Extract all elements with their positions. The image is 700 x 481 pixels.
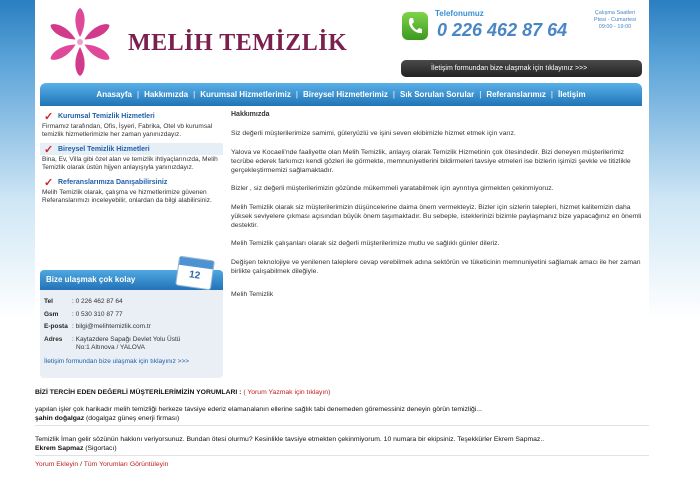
paragraph: Melih Temizlik çalışanları olarak siz değerli müşterilerimize mutlu ve sağlıklı günler dileriz. <box>231 240 500 247</box>
service-title[interactable]: Kurumsal Temizlik Hizmetleri <box>58 112 155 120</box>
hours-title: Çalışma Saatleri <box>594 10 636 16</box>
service-header[interactable] <box>40 143 223 155</box>
all-comments-link[interactable]: Tüm Yorumları Görüntüleyin <box>83 461 169 468</box>
nav-separator: | <box>479 90 482 99</box>
nav-references[interactable]: Referanslarımız <box>486 90 546 99</box>
nav-contact[interactable]: İletişim <box>557 90 586 99</box>
comments-title: BİZİ TERCİH EDEN DEĞERLİ MÜŞTERİLERİMİZİN YORUMLARI : <box>35 389 242 396</box>
address-line2: No:1 Altınova / YALOVA <box>76 343 146 351</box>
service-title[interactable]: Bireysel Temizlik Hizmetleri <box>58 145 150 153</box>
paragraph: Bizler , siz değerli müşterilerimizin gözünde mükemmeli yaratabilmek için ayrıntıya girmekten çekinmiyoruz. <box>231 185 554 192</box>
contact-email-row <box>44 321 223 334</box>
contact-box <box>40 270 223 378</box>
service-text: Firmamız tarafından, Ofis, İşyeri, Fabrika, Otel vb kurumsal temizlik hizmetlerimizle her zaman yanınızdayız. <box>42 123 213 138</box>
tel-value: : 0 226 462 87 64 <box>72 298 123 305</box>
address-value <box>72 336 180 352</box>
nav-separator: | <box>137 90 140 99</box>
page-container <box>35 0 649 380</box>
comment-item <box>35 405 649 426</box>
link-separator: / <box>78 461 84 468</box>
paragraph: Siz değerli müşterilerimize samimi, güleryüzlü ve işini seven ekibimizle hizmet etmek için varız. <box>231 130 516 137</box>
service-header[interactable] <box>40 176 223 188</box>
comment-links <box>35 461 649 468</box>
address-line1: : Kaytazdere Sapağı Devlet Yolu Üstü <box>72 335 181 343</box>
working-hours <box>585 10 645 31</box>
comment-item <box>35 435 649 456</box>
contact-address-row <box>44 336 223 352</box>
hours-days: Ptesi - Cumartesi <box>593 17 637 23</box>
flower-logo[interactable] <box>40 5 120 77</box>
calendar-icon <box>175 256 215 291</box>
brand-title[interactable]: MELİH TEMİZLİK <box>128 30 348 56</box>
nav-home[interactable]: Anasayfa <box>96 90 132 99</box>
add-comment-link[interactable]: Yorum Ekleyin <box>35 461 79 468</box>
write-comment-link[interactable]: ( Yorum Yazmak için tıklayın) <box>243 389 331 396</box>
checkmark-icon: ✓ <box>44 143 54 156</box>
contact-form-bar[interactable]: İletişim formundan bize ulaşmak için tıklayınız >>> <box>401 60 642 77</box>
email-label: E-posta <box>44 323 68 330</box>
contact-gsm-row <box>44 309 223 322</box>
nav-about[interactable]: Hakkımızda <box>144 90 189 99</box>
checkmark-icon: ✓ <box>44 110 54 123</box>
comment-text: yapılan işler çok harikadır melih temizliği herkeze tavsiye ederiz elamanalanın ellerine sağlık tabi denemeden göremessiniz deneyin görün temizliği... <box>35 406 482 413</box>
paragraph: Yalova ve Kocaeli'nde faaliyette olan Melih Temizlik, anlayış olarak Temizlik Hizmetinin çok ötesindedir. Bizi deneyen müşterilerimiz tecrübe ederek farkımızı kendi gözleri ile görmekte, memnuniyetlerini bildirmeleri tavsiye etmeleri ise bizlerin işimizi şevkle ve titizlikle gerçekleştirmemizi sağlamaktadır. <box>231 148 631 174</box>
comment-text: Temizlik İman gelir sözünün hakkını veriyorsunuz. Bundan ötesi olurmu? Kesinlikle tavsiye etmekten çekinmiyorum. 10 numara bir ekipsiniz. Teşekkürler Ekrem Sapmaz.. <box>35 436 545 443</box>
gsm-label: Gsm <box>44 310 59 318</box>
main-content <box>231 110 643 308</box>
contact-box-title: Bize ulaşmak çok kolay <box>40 270 223 290</box>
author-name: Ekrem Sapmaz <box>35 445 84 452</box>
checkmark-icon: ✓ <box>44 176 54 189</box>
sidebar <box>40 110 223 209</box>
nav-separator: | <box>193 90 196 99</box>
comment-author <box>35 414 649 423</box>
author-name: şahin doğalgaz <box>35 415 85 422</box>
author-company: (Sigortacı) <box>85 445 117 452</box>
service-header[interactable] <box>40 110 223 122</box>
calendar-day: 12 <box>188 269 201 282</box>
phone-label: Telefonumuz <box>435 9 484 18</box>
service-text: Melih Temizlik olarak, çalışma ve hizmetlerimize güvenen Referanslarımızı inceleyebilir, onlardan da bilgi alabilirsiniz. <box>42 189 212 204</box>
gsm-value: : 0 530 310 87 77 <box>72 310 123 318</box>
comments-heading <box>35 389 649 396</box>
service-text: Bina, Ev, Villa gibi özel alan ve temizlik ihtiyaçlarınızda, Melih Temizlik olarak üstün hijyen anlayışıyla yanınızdayız. <box>42 156 218 171</box>
service-individual <box>40 143 223 172</box>
phone-number: 0 226 462 87 64 <box>437 20 568 40</box>
comments-section <box>35 389 649 468</box>
tel-label: Tel <box>44 298 53 305</box>
hours-time: 09:00 - 19:00 <box>598 24 632 30</box>
comment-author <box>35 444 649 453</box>
page-title: Hakkımızda <box>231 111 270 118</box>
signature: Melih Temizlik <box>231 290 274 298</box>
phone-icon <box>402 12 428 40</box>
email-value[interactable]: : bilgi@melihtemizlik.com.tr <box>72 323 151 330</box>
nav-corporate[interactable]: Kurumsal Hizmetlerimiz <box>200 90 291 99</box>
service-title[interactable]: Referanslarımıza Danışabilirsiniz <box>58 178 168 186</box>
nav-separator: | <box>295 90 298 99</box>
service-references <box>40 176 223 205</box>
nav-faq[interactable]: Sık Sorulan Sorular <box>399 90 475 99</box>
main-nav <box>40 83 642 106</box>
contact-details <box>40 290 223 352</box>
nav-individual[interactable]: Bireysel Hizmetlerimiz <box>302 90 388 99</box>
contact-form-link[interactable]: İletişim formundan bize ulaşmak için tıklayınız >>> <box>44 357 190 365</box>
contact-tel-row <box>44 296 223 309</box>
nav-separator: | <box>550 90 553 99</box>
paragraph: Değişen teknolojiye ve yenilenen taleplere cevap verebilmek adına sektörün ve tüketicinin memnuniyetini sağlamak amacı ile her zaman birlikte çalışabilmek dileğiyle. <box>231 258 641 275</box>
service-corporate <box>40 110 223 139</box>
nav-separator: | <box>392 90 395 99</box>
address-label: Adres <box>44 335 63 343</box>
author-company: (dogalgaz güneş enerji firması) <box>86 415 180 422</box>
paragraph: Melih Temizlik olarak siz müşterilerimizin düşüncelerine daima önem vermekteyiz. Bizler için sizlerin talepleri, hizmet kalitemizin daha yüksek seviyelere çıkması açısından büyük önem taşımaktadır. Bu sebeple, isteklerinizi bizimle paylaşmanız bize yapacağınız en önemli destektir. <box>231 203 642 229</box>
